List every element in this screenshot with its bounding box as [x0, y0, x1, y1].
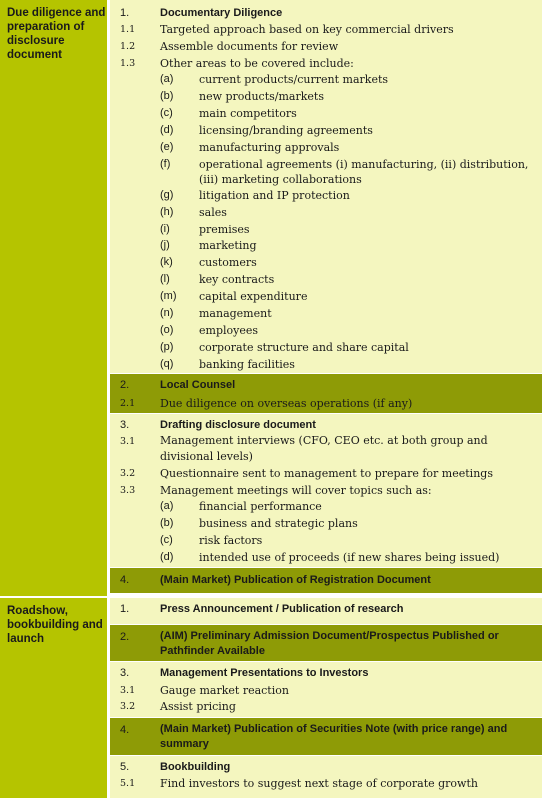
- item-text: Targeted approach based on key commercial drivers: [160, 23, 454, 36]
- sub-item-text: main competitors: [199, 107, 297, 120]
- sub-item-letter: (b): [160, 517, 174, 529]
- sub-item: [110, 549, 542, 566]
- sub-item-letter: (l): [160, 273, 170, 285]
- sub-item-text: business and strategic plans: [199, 517, 358, 530]
- sub-item-text: marketing: [199, 239, 257, 252]
- sub-item-text: employees: [199, 324, 259, 337]
- item-text: Management interviews (CFO, CEO etc. at both group and divisional levels): [160, 434, 488, 463]
- block-number: 2.: [120, 379, 130, 391]
- item-text: Assemble documents for review: [160, 40, 339, 53]
- sub-item: [110, 156, 542, 188]
- block-bookbuilding: [110, 756, 542, 798]
- sub-item-letter: (j): [160, 239, 170, 251]
- sub-item-letter: (b): [160, 90, 174, 102]
- sub-item-text: new products/markets: [199, 90, 324, 103]
- block-heading: (Main Market) Publication of Securities Note (with price range) and summary: [160, 723, 508, 750]
- block-number: 1.: [120, 7, 130, 19]
- sub-item-text: banking facilities: [199, 358, 295, 371]
- item-text: Other areas to be covered include:: [160, 57, 354, 70]
- sub-item: [110, 221, 542, 238]
- sub-item: [110, 204, 542, 221]
- sub-item-letter: (q): [160, 358, 174, 370]
- block-heading: Local Counsel: [160, 379, 236, 391]
- sub-item-letter: (o): [160, 324, 174, 336]
- item-number: 3.2: [120, 468, 136, 479]
- block-number: 3.: [120, 419, 130, 431]
- sub-item-letter: (c): [160, 107, 173, 119]
- block-heading-row: [110, 5, 542, 22]
- list-item: [110, 21, 542, 38]
- sub-item-letter: (c): [160, 534, 173, 546]
- sub-item: [110, 288, 542, 305]
- section-title-text: Due diligence and preparation of disclosure document: [7, 7, 106, 61]
- sub-item-letter: (i): [160, 223, 170, 235]
- sub-item: [110, 122, 542, 139]
- sub-item-text: customers: [199, 256, 257, 269]
- sub-item: [110, 322, 542, 339]
- item-number: 1.2: [120, 41, 136, 52]
- block-securities-note: [110, 718, 542, 755]
- block-number: 5.: [120, 761, 130, 773]
- list-item: [110, 395, 542, 412]
- block-heading: (AIM) Preliminary Admission Document/Prospectus Published or Pathfinder Available: [160, 630, 499, 657]
- section-title: [0, 598, 107, 798]
- sub-item-letter: (g): [160, 189, 174, 201]
- sub-item-text: capital expenditure: [199, 290, 308, 303]
- block-number: 4.: [120, 574, 130, 586]
- block-heading: Management Presentations to Investors: [160, 667, 369, 679]
- sub-item: [110, 139, 542, 156]
- block-press-announcement: [110, 598, 542, 624]
- section-title-text: Roadshow, bookbuilding and launch: [7, 605, 103, 645]
- block-aim-preliminary: [110, 625, 542, 661]
- sub-item-text: financial performance: [199, 500, 322, 513]
- sub-item-letter: (d): [160, 124, 174, 136]
- sub-item-text: key contracts: [199, 273, 275, 286]
- block-documentary-diligence: [110, 0, 542, 373]
- list-item: [110, 38, 542, 55]
- block-heading: Bookbuilding: [160, 761, 231, 773]
- item-text: Assist pricing: [160, 700, 236, 713]
- sub-item-text: management: [199, 307, 272, 320]
- sub-item: [110, 237, 542, 254]
- list-item: [110, 682, 542, 699]
- sub-item-letter: (n): [160, 307, 174, 319]
- item-number: 3.1: [120, 436, 136, 447]
- list-item: [110, 55, 542, 72]
- item-text: Due diligence on overseas operations (if any): [160, 397, 413, 410]
- sub-item: [110, 339, 542, 356]
- block-number: 2.: [120, 631, 130, 643]
- sub-item-text: intended use of proceeds (if new shares being issued): [199, 551, 500, 564]
- sub-item: [110, 532, 542, 549]
- list-item: [110, 482, 542, 499]
- sub-item: [110, 356, 542, 373]
- sub-item-letter: (h): [160, 206, 174, 218]
- item-number: 3.2: [120, 701, 136, 712]
- block-registration-document: [110, 568, 542, 593]
- item-text: Questionnaire sent to management to prepare for meetings: [160, 467, 493, 480]
- sub-item: [110, 71, 542, 88]
- block-heading: (Main Market) Publication of Registration Document: [160, 574, 431, 586]
- sub-item: [110, 254, 542, 271]
- sub-item-text: corporate structure and share capital: [199, 341, 409, 354]
- sub-item: [110, 271, 542, 288]
- sub-item-letter: (a): [160, 500, 174, 512]
- sub-item-text: litigation and IP protection: [199, 189, 350, 202]
- section-roadshow: [0, 598, 542, 798]
- sub-item: [110, 305, 542, 322]
- sub-item-text: sales: [199, 206, 227, 219]
- section-title: [0, 0, 107, 597]
- item-number: 5.1: [120, 778, 136, 789]
- block-heading-row: [110, 722, 542, 752]
- section-content: [110, 598, 542, 798]
- block-management-presentations: [110, 662, 542, 717]
- item-text: Find investors to suggest next stage of corporate growth: [160, 777, 478, 790]
- block-number: 3.: [120, 667, 130, 679]
- sub-item: [110, 187, 542, 204]
- sub-item-letter: (d): [160, 551, 174, 563]
- item-text: Management meetings will cover topics such as:: [160, 484, 432, 497]
- block-heading-row: [110, 417, 542, 434]
- item-number: 1.1: [120, 24, 136, 35]
- item-number: 3.3: [120, 485, 136, 496]
- list-item: [110, 775, 542, 792]
- item-number: 3.1: [120, 685, 136, 696]
- sub-item: [110, 515, 542, 532]
- sub-item-text: manufacturing approvals: [199, 141, 340, 154]
- block-heading: Press Announcement / Publication of research: [160, 603, 404, 615]
- sub-item-letter: (e): [160, 141, 174, 153]
- sub-item-letter: (p): [160, 341, 174, 353]
- sub-item-letter: (f): [160, 158, 171, 170]
- block-number: 4.: [120, 724, 130, 736]
- item-text: Gauge market reaction: [160, 684, 289, 697]
- item-number: 2.1: [120, 398, 136, 409]
- sub-item-text: operational agreements (i) manufacturing, (ii) distribution, (iii) marketing collaborations: [199, 158, 529, 186]
- list-item: [110, 433, 542, 465]
- block-heading-row: [110, 572, 542, 589]
- item-number: 1.3: [120, 58, 136, 69]
- block-local-counsel: [110, 374, 542, 413]
- block-heading-row: [110, 377, 542, 394]
- block-heading-row: [110, 601, 542, 618]
- sub-item-text: licensing/branding agreements: [199, 124, 373, 137]
- sub-item: [110, 105, 542, 122]
- section-content: [110, 0, 542, 597]
- block-heading-row: [110, 665, 542, 682]
- sub-item-letter: (m): [160, 290, 177, 302]
- block-heading: Documentary Diligence: [160, 7, 283, 19]
- sub-item: [110, 88, 542, 105]
- list-item: [110, 465, 542, 482]
- sub-item-text: premises: [199, 223, 250, 236]
- block-number: 1.: [120, 603, 130, 615]
- block-heading: Drafting disclosure document: [160, 419, 316, 431]
- list-item: [110, 698, 542, 715]
- block-drafting-disclosure: [110, 414, 542, 567]
- sub-item-text: risk factors: [199, 534, 263, 547]
- sub-item: [110, 498, 542, 515]
- block-heading-row: [110, 629, 542, 659]
- sub-item-letter: (k): [160, 256, 173, 268]
- block-heading-row: [110, 759, 542, 776]
- sub-item-text: current products/current markets: [199, 73, 389, 86]
- sub-item-letter: (a): [160, 73, 174, 85]
